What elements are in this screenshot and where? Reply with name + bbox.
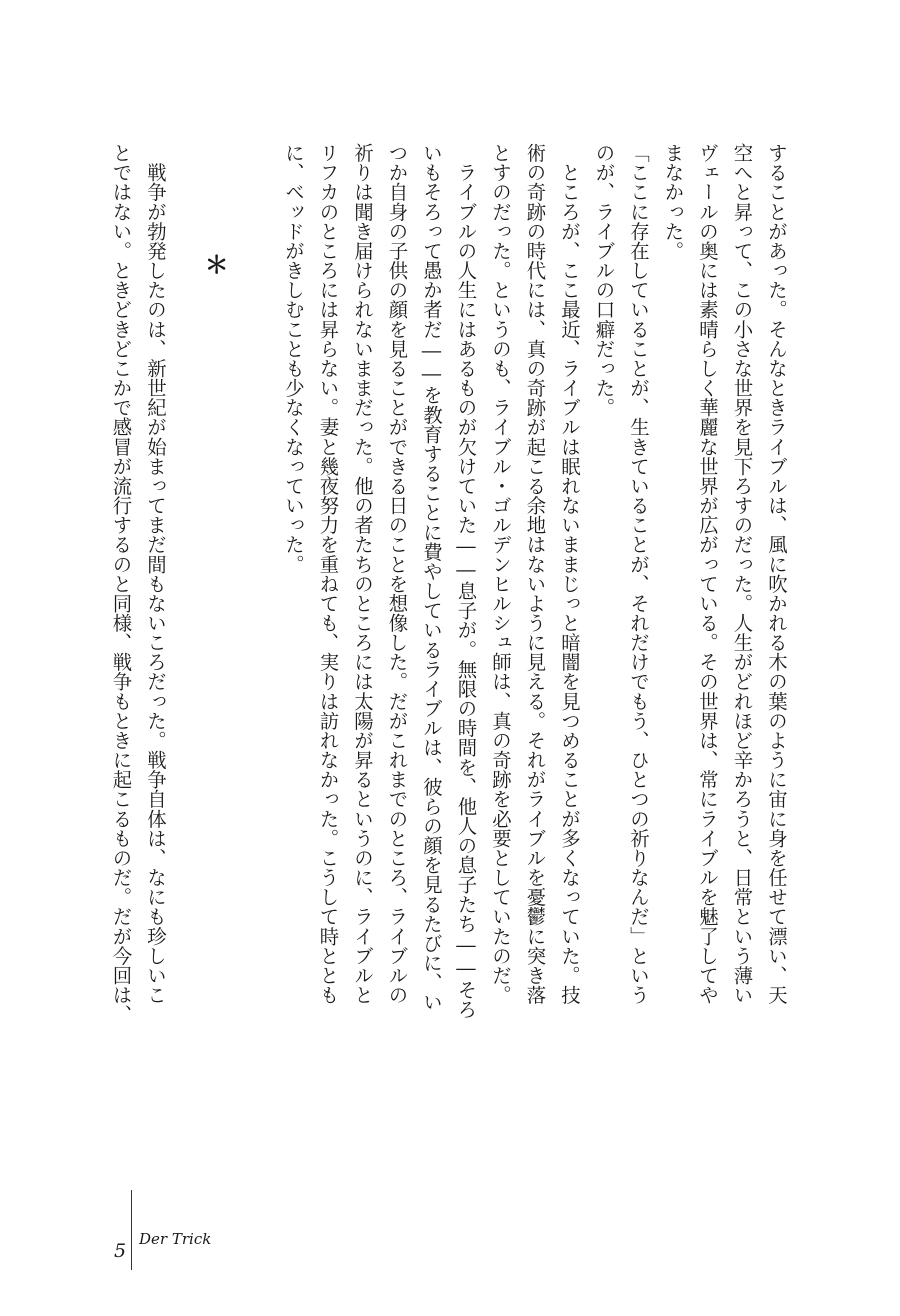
asterisk-separator: ＊ — [204, 251, 229, 279]
text-line: ところが、ここ最近、ライブルは眠れないままじっと暗闇を見つめることが多くなっていた。技 — [558, 143, 581, 1005]
text-line: つか自身の子供の顔を見ることができる日のことを想像した。だがこれまでのところ、ライブルの — [385, 143, 409, 1005]
footer-rule — [131, 1190, 132, 1270]
text-line: 空へと昇って、この小さな世界を見下ろすのだった。人生がどれほど辛かろうと、日常という薄い — [730, 143, 754, 1005]
section-break — [200, 143, 235, 1153]
running-title: Der Trick — [139, 1230, 212, 1248]
text-line: いもそろって愚か者だ――を教育することに費やしているライブルは、彼らの顔を見るたびに、い — [420, 143, 443, 1012]
text-line: とではない。ときどきどこかで感冒が流行するのと同様、戦争もときに起こるものだ。だが今回は、 — [109, 143, 133, 1025]
text-line: 「ここに存在していることが、生きていることが、それだけでもう、ひとつの祈りなんだ」という — [627, 143, 650, 1005]
text-line: リフカのところには昇らない。妻と幾夜努力を重ねても、実りは訪れなかった。こうして時ととも — [316, 143, 340, 1005]
text-line: に、ベッドがきしむことも少なくなっていった。 — [282, 143, 305, 574]
text-line: ライブルの人生にはあるものが欠けていた――息子が。無限の時間を、他人の息子たち――そろ — [454, 143, 478, 1019]
page-number: 5 — [114, 1240, 127, 1262]
blank-line — [234, 143, 269, 1153]
text-line: のが、ライブルの口癖だった。 — [592, 143, 616, 418]
body-text — [96, 143, 786, 1153]
text-line: まなかった。 — [661, 143, 685, 261]
text-line: 術の奇跡の時代には、真の奇跡が起こる余地はないように見える。それがライブルを憂鬱に突き落 — [523, 143, 547, 1005]
text-line: することがあった。そんなときライブルは、風に吹かれる木の葉のように宙に身を任せて漂い、天 — [765, 143, 788, 1005]
text-line: ヴェールの奥には素晴らしく華麗な世界が広がっている。その世界は、常にライブルを魅了してや — [696, 143, 719, 1005]
text-line: とすのだった。というのも、ライブル・ゴルデンヒルシュ師は、真の奇跡を必要としていたのだ。 — [489, 143, 512, 1005]
page-footer — [112, 1190, 232, 1270]
blank-line — [165, 143, 200, 1153]
text-line: 祈りは聞き届けられないままだった。他の者たちのところには太陽が昇るというのに、ライブルと — [351, 143, 374, 1005]
text-line: 戦争が勃発したのは、新世紀が始まってまだ間もないころだった。戦争自体は、なにも珍しいこ — [144, 143, 167, 1005]
